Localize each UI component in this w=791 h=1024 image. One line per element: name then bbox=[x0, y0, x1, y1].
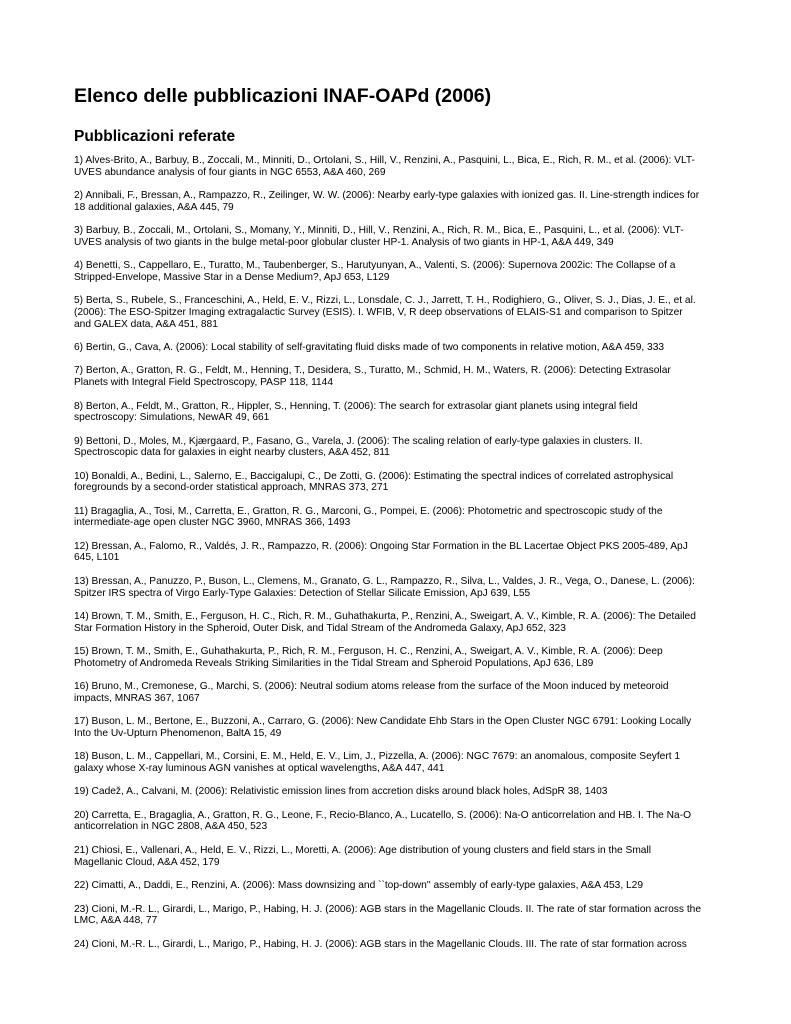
publication-entry: 2) Annibali, F., Bressan, A., Rampazzo, R., Zeilinger, W. W. (2006): Nearby early-type galaxies with ionized gas. II. Line-strength indices for 18 additional galaxies, A&A 445, 79 bbox=[74, 190, 700, 213]
publication-entry: 15) Brown, T. M., Smith, E., Guhathakurta, P., Rich, R. M., Ferguson, H. C., Renzini, A., Sweigart, A. V., Kimble, R. A. (2006): Deep Photometry of Andromeda Reveals Striking Similarities in the Tidal Stream and Spheroid Populations, ApJ 636, L89 bbox=[74, 646, 663, 669]
publication-entry: 5) Berta, S., Rubele, S., Franceschini, A., Held, E. V., Rizzi, L., Lonsdale, C. J., Jarrett, T. H., Rodighiero, G., Oliver, S. J., Dias, J. E., et al. (2006): The ESO-Spitzer Imaging extragalactic Survey (ESIS). I. WFIB, V, R deep observations of ELAIS-S1 and comparison to Spitzer and GALEX data, A&A 451, 881 bbox=[74, 295, 696, 330]
publication-entry: 17) Buson, L. M., Bertone, E., Buzzoni, A., Carraro, G. (2006): New Candidate Ehb Stars in the Open Cluster NGC 6791: Looking Locally Into the Uv-Upturn Phenomenon, BaltA 15, 49 bbox=[74, 716, 692, 739]
publication-entry: 24) Cioni, M.-R. L., Girardi, L., Marigo, P., Habing, H. J. (2006): AGB stars in the Magellanic Clouds. III. The rate of star formation across bbox=[74, 938, 687, 950]
publication-entry: 16) Bruno, M., Cremonese, G., Marchi, S. (2006): Neutral sodium atoms release from the surface of the Moon induced by meteoroid impacts, MNRAS 367, 1067 bbox=[74, 681, 669, 704]
publication-entry: 13) Bressan, A., Panuzzo, P., Buson, L., Clemens, M., Granato, G. L., Rampazzo, R., Silva, L., Valdes, J. R., Vega, O., Danese, L. (2006): Spitzer IRS spectra of Virgo Early-Type Galaxies: Detection of Stellar Silicate Emission, ApJ 639, L55 bbox=[74, 575, 695, 599]
publication-entry: 21) Chiosi, E., Vallenari, A., Held, E. V., Rizzi, L., Moretti, A. (2006): Age distribution of young clusters and field stars in the Small Magellanic Cloud, A&A 452, 179 bbox=[74, 844, 651, 868]
publication-entry: 3) Barbuy, B., Zoccali, M., Ortolani, S., Momany, Y., Minniti, D., Hill, V., Renzini, A., Rich, R. M., Bica, E., Pasquini, L., et al. (2006): VLT- UVES analysis of two giants in the bulge metal-poor globular cluster HP-1. Analysis of two giants in HP-1, A&A 449, 349 bbox=[74, 225, 684, 248]
publication-entry: 20) Carretta, E., Bragaglia, A., Gratton, R. G., Leone, F., Recio-Blanco, A., Lucatello, S. (2006): Na-O anticorrelation and HB. I. The Na-O anticorrelation in NGC 2808, A&A 450, 523 bbox=[74, 809, 692, 833]
publication-entry: 19) Cadež, A., Calvani, M. (2006): Relativistic emission lines from accretion disks around black holes, AdSpR 38, 1403 bbox=[74, 786, 608, 798]
publication-entry: 9) Bettoni, D., Moles, M., Kjærgaard, P., Fasano, G., Varela, J. (2006): The scaling relation of early-type galaxies in clusters. II. Spectroscopic data for galaxies in eight nearby clusters, A&A 452, 811 bbox=[74, 435, 643, 459]
publication-entry: 8) Berton, A., Feldt, M., Gratton, R., Hippler, S., Henning, T. (2006): The search for extrasolar giant planets using integral field spectroscopy: Simulations, NewAR 49, 661 bbox=[74, 400, 638, 424]
publication-entry: 11) Bragaglia, A., Tosi, M., Carretta, E., Gratton, R. G., Marconi, G., Pompei, E. (2006): Photometric and spectroscopic study of the intermediate-age open cluster NGC 3960, MNRAS 366, 1493 bbox=[74, 505, 663, 529]
publication-entry: 6) Bertin, G., Cava, A. (2006): Local stability of self-gravitating fluid disks made of two components in relative motion, A&A 459, 333 bbox=[74, 341, 665, 353]
publication-entry: 4) Benetti, S., Cappellaro, E., Turatto, M., Taubenberger, S., Harutyunyan, A., Valenti, S. (2006): Supernova 2002ic: The Collapse of a Stripped-Envelope, Massive Star in a Dense Medium?, ApJ 653, L129 bbox=[74, 260, 676, 283]
publication-entry: 14) Brown, T. M., Smith, E., Ferguson, H. C., Rich, R. M., Guhathakurta, P., Renzini, A., Sweigart, A. V., Kimble, R. A. (2006): The Detailed Star Formation History in the Spheroid, Outer Disk, and Tidal Stream of the Andromeda Galaxy, ApJ 652, 323 bbox=[74, 611, 696, 634]
publication-entry: 18) Buson, L. M., Cappellari, M., Corsini, E. M., Held, E. V., Lim, J., Pizzella, A. (2006): NGC 7679: an anomalous, composite Seyfert 1 galaxy whose X-ray luminous AGN vanishes at optical wavelengths, A&A 447, 441 bbox=[74, 751, 681, 774]
publication-entry: 23) Cioni, M.-R. L., Girardi, L., Marigo, P., Habing, H. J. (2006): AGB stars in the Magellanic Clouds. II. The rate of star formation across the LMC, A&A 448, 77 bbox=[74, 903, 701, 927]
publication-list bbox=[74, 155, 719, 962]
publication-entry: 1) Alves-Brito, A., Barbuy, B., Zoccali, M., Minniti, D., Ortolani, S., Hill, V., Renzini, A., Pasquini, L., Bica, E., Rich, R. M., et al. (2006): VLT- UVES abundance analysis of four giants in NGC 6553, A&A 460, 269 bbox=[74, 155, 695, 178]
publication-entry: 22) Cimatti, A., Daddi, E., Renzini, A. (2006): Mass downsizing and ``top-down'' assembly of early-type galaxies, A&A 453, L29 bbox=[74, 880, 644, 892]
document-title: Elenco delle pubblicazioni INAF-OAPd (2006) bbox=[74, 85, 492, 107]
publication-entry: 12) Bressan, A., Falomo, R., Valdés, J. R., Rampazzo, R. (2006): Ongoing Star Formation in the BL Lacertae Object PKS 2005-489, ApJ 645, L101 bbox=[74, 540, 688, 564]
publication-entry: 10) Bonaldi, A., Bedini, L., Salerno, E., Baccigalupi, C., De Zotti, G. (2006): Estimating the spectral indices of correlated astrophysical foregrounds by a second-order statistical approach, MNRAS 373, 271 bbox=[74, 470, 674, 494]
section-title: Pubblicazioni referate bbox=[74, 128, 236, 145]
publication-entry: 7) Berton, A., Gratton, R. G., Feldt, M., Henning, T., Desidera, S., Turatto, M., Schmid, H. M., Waters, R. (2006): Detecting Extrasolar Planets with Integral Field Spectroscopy, PASP 118, 1144 bbox=[74, 365, 671, 389]
